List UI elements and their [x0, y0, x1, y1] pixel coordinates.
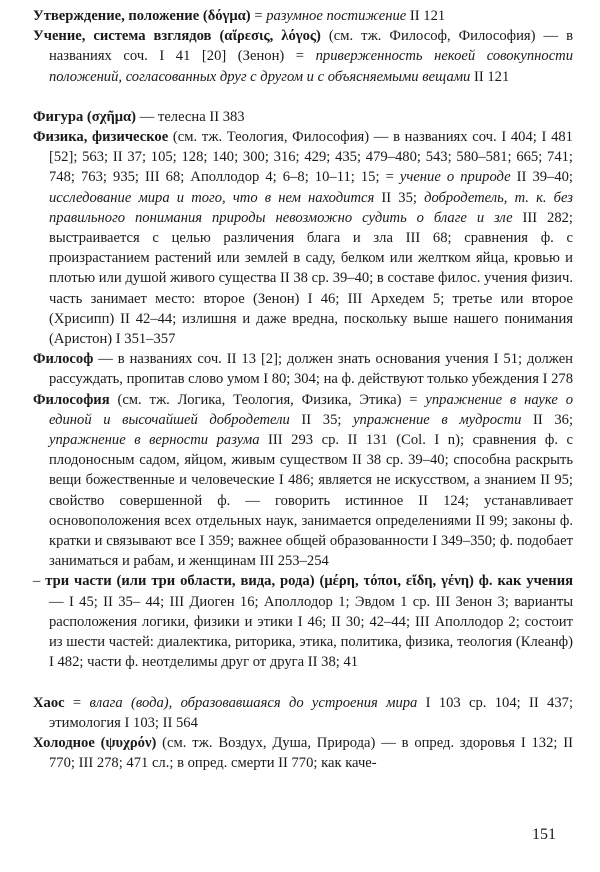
entry-definition: влага (вода), образовавшаяся до устроения мира	[89, 694, 418, 711]
index-entry	[33, 107, 573, 127]
entry-text: III 282; выстраивается с целью различения блага и зла III 68; сравнения ф. с произрастанием растений или землей в саду, белком или желтком яйца, кровью и плотью или душой живого существа II 38 ср. 39–40; в составе филос. учения физич. часть занимает место: второе (Зенон) I 46; III Архедем 5; третье или второе (Хрисипп) II 42–44; излишня и даже вредна, поскольку выше нашего понимания (Аристон) I 351–357	[49, 209, 573, 348]
entry-term: Философ	[33, 351, 94, 368]
index-entry	[33, 733, 573, 773]
entry-term: Фигура (σχῆμα)	[33, 108, 137, 125]
entry-text: II 39–40;	[510, 169, 573, 186]
entry-definition: приверженность некоей совокупности положений, согласованных друг с другом и с объясняемыми вещами	[49, 48, 574, 85]
entry-definition: упражнение в науке о единой и высочайшей добродетели	[49, 391, 573, 428]
entry-text: — в названиях соч. II 13 [2]; должен знать основания учения I 51; должен рассуждать, пропитав слово умом I 80; 304; на ф. действуют только убеждения I 278	[49, 351, 573, 388]
entry-text: =	[250, 8, 267, 24]
index-entry	[33, 349, 573, 389]
entry-text: (см. тж. Теология, Философия) — в названиях соч. I 404; I 481 [52]; 563; II 37; 105; 128; 140; 300; 316; 429; 435; 479–480; 543; 580–581; 665; 741; 748; 763; 935; III 68; Аполлодор 4; 6–8; 10–11; 15; =	[49, 129, 573, 186]
entry-text: =	[64, 694, 90, 711]
index-entry	[33, 26, 573, 87]
entry-definition: разумное постижение	[266, 8, 407, 24]
entry-text: III 293 ср. II 131 (Col. I n); сравнения ф. с плодоносным садом, яйцом, живым существом II 38 ср. 39–40; способна раскрыть вещи божественные и человеческие I 486; является не искусством, а знанием II 95; свойство совершенной ф. — говорить истинное II 124; устанавливает основоположения всех отдельных наук, занимается определениями II 99; законы ф. кратки и связывают все I 359; важнее общей образованности I 349–350; ф. подобает заниматься и рабам, и женщинам III 253–254	[49, 432, 573, 570]
entry-text: II 121	[470, 68, 510, 85]
entry-text: — I 45; II 35– 44; III Диоген 16; Аполлодор 1; Эвдом 1 ср. III Зенон 3; варианты расположения логики, физики и этики I 46; II 30; 42–44; III Аполлодор 2; состоит из шести частей: диалектика, риторика, этика, политика, физика, теология (Клеанф) I 482; части ф. неотделимы друг от друга II 38; 41	[49, 593, 573, 671]
index-entry	[33, 390, 573, 572]
page-number: 151	[532, 826, 556, 843]
entry-definition: добродетель, т. к. без правильного понимания природы невозможно судить о благе и зле	[49, 189, 574, 226]
entry-term: Учение, система взглядов (αἵρεσις, λόγος)	[33, 28, 321, 45]
entry-text: II 36;	[521, 411, 573, 428]
section-gap	[33, 87, 573, 107]
entry-definition: исследование мира и того, что в нем находится	[49, 189, 375, 206]
entry-text: II 35;	[374, 189, 425, 206]
entry-text: II 121	[406, 8, 446, 24]
index-entry	[33, 693, 573, 733]
entry-term: Холодное (ψυχρόν)	[33, 734, 157, 751]
index-entry	[33, 127, 573, 349]
index-subentry	[33, 571, 573, 672]
entry-text: (см. тж. Логика, Теология, Физика, Этика) =	[109, 391, 426, 408]
entry-text: (см. тж. Воздух, Душа, Природа) — в опред. здоровья I 132; II 770; III 278; 471 сл.; в опред. смерти II 770; как каче-	[49, 734, 573, 772]
entry-text: (см. тж. Философ, Философия) — в названиях соч. I 41 [20] (Зенон) =	[49, 28, 573, 65]
entry-definition: упражнение в верности разума	[49, 432, 260, 449]
entry-term: Физика, физическое	[33, 129, 169, 146]
entry-definition: упражнение в мудрости	[353, 411, 522, 428]
entry-term: Хаос	[33, 694, 65, 711]
entry-term: Философия	[33, 391, 110, 408]
section-gap	[33, 673, 573, 693]
entry-text: II 35;	[289, 411, 354, 428]
entry-text: I 103 ср. 104; II 437; этимология I 103; II 564	[49, 694, 573, 731]
entry-text: –	[33, 573, 46, 590]
index-entries	[33, 6, 573, 773]
entry-text: — телесна II 383	[136, 108, 245, 125]
index-entry	[33, 6, 573, 26]
entry-term: Утверждение, положение (δόγμα)	[33, 8, 251, 24]
entry-definition: учение о природе	[399, 169, 511, 186]
entry-term: три части (или три области, вида, рода) (μέρη, τόποι, εἴδη, γένη) ф. как учения	[45, 573, 573, 590]
